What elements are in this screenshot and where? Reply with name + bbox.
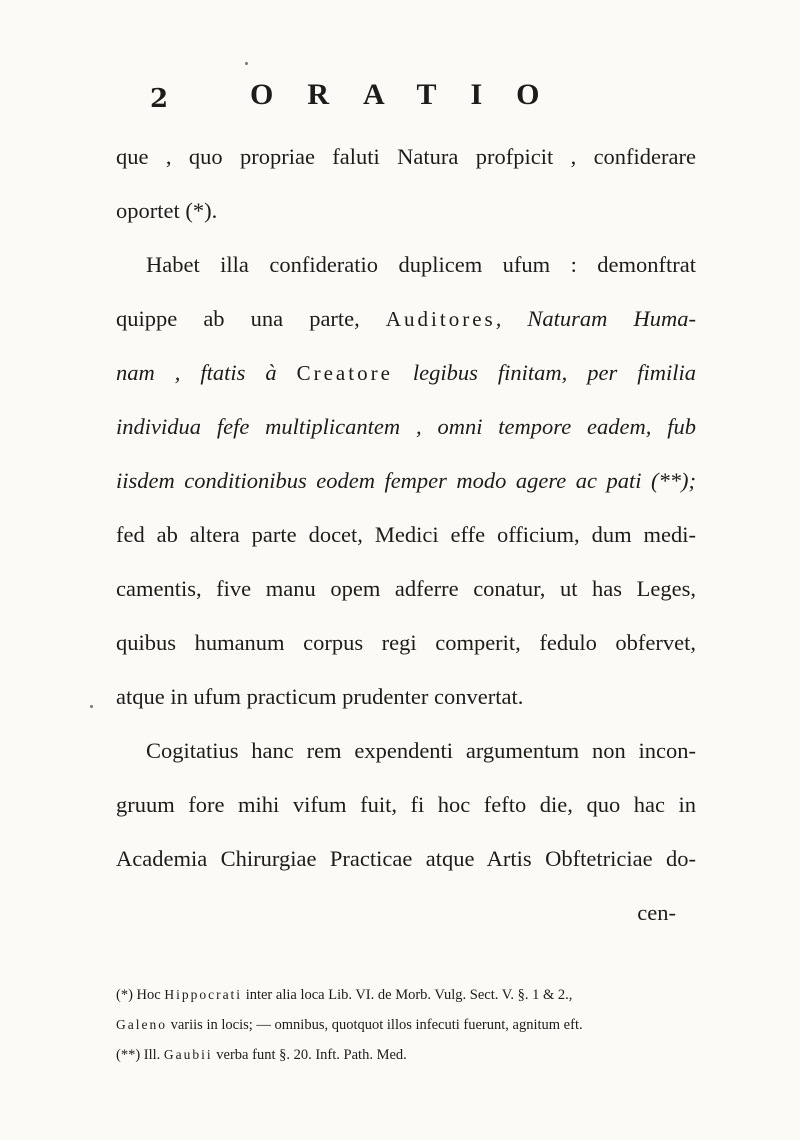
running-title: ORATIO [250, 78, 574, 111]
text-run: verba funt §. 20. Inft. Path. Med. [212, 1047, 407, 1063]
text-line [116, 346, 696, 400]
italic-run: , Naturam Huma- [495, 306, 696, 331]
footnote-line [116, 1010, 706, 1040]
text-line: camentis, five manu opem adferre conatur, ut has Leges, [116, 576, 696, 601]
text-line: individua fefe multiplicantem , omni tempore eadem, fub [116, 414, 696, 439]
italic-run: legibus finitam, per fimilia [392, 360, 696, 385]
text-line: oportet (*). [116, 198, 218, 223]
text-run: quippe ab una parte, [116, 306, 386, 331]
small-caps-run: Galeno [116, 1017, 167, 1032]
small-caps-run: Gaubii [163, 1047, 213, 1062]
text-line: Academia Chirurgiae Practicae atque Artis Obftetriciae do- [116, 846, 696, 871]
text-line: quibus humanum corpus regi comperit, fedulo obfervet, [116, 630, 696, 655]
text-run: (*) Hoc [116, 987, 165, 1003]
body-text [116, 130, 696, 940]
footnote-line [116, 1040, 706, 1070]
catchword: cen- [637, 900, 676, 925]
footnotes [116, 980, 706, 1070]
small-caps-run: Creatore [296, 361, 393, 385]
text-line: que , quo propriae faluti Natura profpicit , confiderare [116, 144, 696, 169]
text-run: (**) Ill. [116, 1047, 164, 1063]
small-caps-run: Hippocrati [164, 987, 243, 1002]
text-line: Cogitatius hanc rem expendenti argumentum non incon- [146, 738, 696, 763]
italic-run: nam , ftatis à [116, 360, 297, 385]
footnote-line [116, 980, 706, 1010]
small-caps-run: Auditores [385, 307, 496, 331]
text-run: variis in locis; — omnibus, quotquot illos infecuti fuerunt, agnitum eft. [166, 1017, 583, 1033]
text-line: Habet illa confideratio duplicem ufum : demonftrat [146, 252, 696, 277]
text-run: inter alia loca Lib. VI. de Morb. Vulg. Sect. V. §. 1 & 2., [242, 987, 573, 1003]
running-head [0, 78, 800, 118]
page-number: 2 [150, 84, 169, 114]
text-line: iisdem conditionibus eodem femper modo agere ac pati (**); [116, 468, 696, 493]
text-line: atque in ufum practicum prudenter convertat. [116, 684, 524, 709]
paper-speck [245, 62, 248, 65]
text-line: fed ab altera parte docet, Medici effe officium, dum medi- [116, 522, 696, 547]
paper-speck [90, 705, 93, 708]
text-line: gruum fore mihi vifum fuit, fi hoc fefto die, quo hac in [116, 792, 696, 817]
text-line [116, 292, 696, 346]
